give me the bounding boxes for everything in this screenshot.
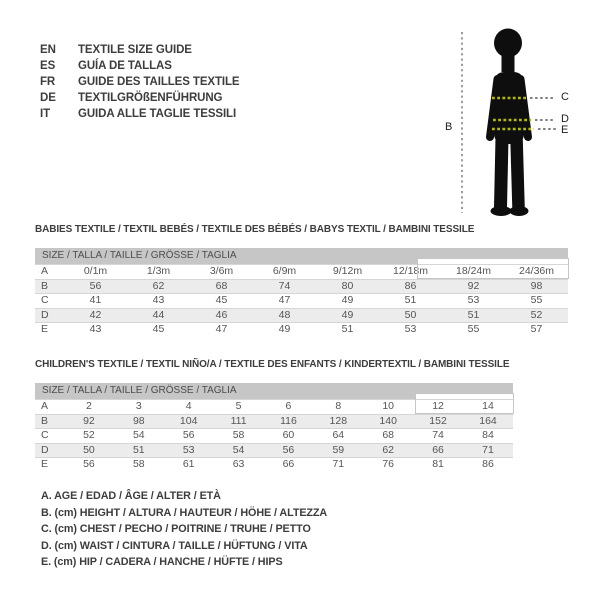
row-label: E [41,323,49,335]
legend-line: A. AGE / EDAD / ÂGE / ALTER / ETÀ [41,490,221,502]
size-cell: 92 [442,279,505,294]
measurement-legend [41,488,327,571]
silhouette-shape [490,29,529,217]
size-cell: 44 [127,308,190,323]
legend-line: E. (cm) HIP / CADERA / HANCHE / HÜFTE / HIPS [41,556,283,568]
size-cell: 68 [382,429,395,441]
language-code: DE [40,92,56,104]
babies-size-highlight-box [417,258,569,279]
size-cell: 52 [83,429,95,441]
size-cell: 140 [363,414,413,429]
size-cell: 58 [132,458,145,470]
size-cell: 51 [404,294,417,306]
size-cell: 58 [232,429,245,441]
size-cell: 57 [530,323,543,335]
table-row-C [35,294,568,309]
size-cell: 14 [482,400,494,412]
size-cell: 3/6m [209,265,234,277]
row-label: B [35,279,64,294]
size-cell: 71 [463,443,513,458]
size-cell: 56 [182,429,195,441]
size-cell: 104 [164,414,214,429]
language-row-en [40,42,240,58]
height-label: B [445,121,453,133]
chest-label: C [561,91,569,103]
language-title: TEXTILGRÖßENFÜHRUNG [78,92,223,104]
size-cell: 50 [64,443,114,458]
size-cell: 49 [278,323,291,335]
size-cell: 74 [432,429,444,441]
legend-line: D. (cm) WAIST / CINTURA / TAILLE / HÜFTUNG / VITA [41,539,308,552]
size-cell: 47 [278,294,291,306]
legend-line: B. (cm) HEIGHT / ALTURA / HAUTEUR / HÖHE / ALTEZZA [41,506,328,519]
hip-label: E [561,124,569,136]
size-cell: 8 [335,400,342,412]
size-cell: 62 [127,279,190,294]
waist-label: D [561,113,569,125]
size-cell: 4 [185,400,192,412]
size-table-header: SIZE / TALLA / TAILLE / GRÖSSE / TAGLIA [35,248,568,265]
measurement-figure [440,18,600,223]
row-label: A [41,400,49,412]
row-label: A [41,265,49,277]
table-row-E [35,458,513,472]
language-row-it [40,106,240,122]
size-cell: 53 [404,323,417,335]
size-cell: 51 [114,443,164,458]
size-cell: 10 [382,400,395,412]
table-row-B [35,279,568,294]
size-cell: 3 [135,400,142,412]
language-row-fr [40,74,240,90]
size-cell: 2 [86,400,92,412]
size-cell: 64 [332,429,345,441]
table-row-E [35,323,568,337]
language-code: ES [40,60,56,72]
size-cell: 56 [264,443,314,458]
size-cell: 53 [467,294,480,306]
legend-line: C. (cm) CHEST / PECHO / POITRINE / TRUHE / PETTO [41,523,311,535]
row-label: D [35,443,64,458]
size-cell: 42 [64,308,127,323]
row-label: C [41,429,49,441]
language-code: EN [40,44,56,56]
children-table-title: CHILDREN'S TEXTILE / TEXTIL NIÑO/A / TEXTILE DES ENFANTS / KINDERTEXTIL / BAMBINI TESSILE [35,359,510,370]
size-cell: 98 [114,414,164,429]
size-cell: 55 [530,294,543,306]
row-label: D [35,308,64,323]
language-row-es [40,58,240,74]
table-row-C [35,429,513,444]
language-title: GUÍA DE TALLAS [78,60,172,72]
size-cell: 128 [313,414,363,429]
size-cell: 53 [164,443,214,458]
size-cell: 6 [285,400,292,412]
size-cell: 43 [89,323,102,335]
size-cell: 61 [182,458,195,470]
size-cell: 66 [413,443,463,458]
size-cell: 6/9m [272,265,297,277]
size-cell: 49 [341,294,354,306]
size-cell: 81 [432,458,444,470]
size-cell: 43 [152,294,165,306]
language-title-list [40,42,240,122]
table-row-D [35,308,568,323]
size-cell: 63 [232,458,245,470]
child-silhouette [440,18,600,223]
language-title: GUIDE DES TAILLES TEXTILE [78,76,240,88]
size-cell: 111 [214,414,264,429]
size-table-header: SIZE / TALLA / TAILLE / GRÖSSE / TAGLIA [35,383,513,400]
size-cell: 59 [313,443,363,458]
size-cell: 47 [215,323,228,335]
row-label: E [41,458,49,470]
size-cell: 9/12m [332,265,363,277]
size-cell: 45 [152,323,165,335]
language-code: FR [40,76,56,88]
size-cell: 92 [64,414,114,429]
size-cell: 152 [413,414,463,429]
size-cell: 62 [363,443,413,458]
size-cell: 80 [316,279,379,294]
size-cell: 54 [132,429,145,441]
size-cell: 71 [332,458,345,470]
size-cell: 164 [463,414,513,429]
row-label: B [35,414,64,429]
language-row-de [40,90,240,106]
size-cell: 86 [379,279,442,294]
language-title: GUIDA ALLE TAGLIE TESSILI [78,108,237,120]
size-cell: 54 [214,443,264,458]
table-row-D [35,443,513,458]
size-cell: 49 [316,308,379,323]
size-cell: 55 [467,323,480,335]
size-cell: 50 [379,308,442,323]
size-cell: 68 [190,279,253,294]
size-cell: 41 [89,294,102,306]
size-cell: 60 [282,429,295,441]
table-row-B [35,414,513,429]
size-cell: 46 [190,308,253,323]
language-title: TEXTILE SIZE GUIDE [78,44,192,56]
size-cell: 98 [505,279,568,294]
size-cell: 5 [235,400,242,412]
language-code: IT [40,108,51,120]
size-cell: 12/18m [392,265,429,277]
size-cell: 12 [432,400,444,412]
size-cell: 0/1m [83,265,108,277]
size-cell: 51 [341,323,354,335]
babies-table-title: BABIES TEXTILE / TEXTIL BEBÉS / TEXTILE DES BÉBÉS / BABYS TEXTIL / BAMBINI TESSILE [35,224,475,235]
size-cell: 84 [482,429,494,441]
size-cell: 74 [253,279,316,294]
size-cell: 48 [253,308,316,323]
size-cell: 18/24m [455,265,492,277]
size-cell: 76 [382,458,395,470]
row-label: C [41,294,49,306]
size-cell: 86 [482,458,494,470]
size-cell: 56 [83,458,95,470]
size-cell: 24/36m [518,265,555,277]
size-cell: 56 [64,279,127,294]
size-cell: 116 [264,414,314,429]
children-size-highlight-box [415,393,514,414]
size-cell: 51 [442,308,505,323]
size-cell: 52 [505,308,568,323]
size-cell: 45 [215,294,228,306]
size-cell: 66 [282,458,295,470]
size-cell: 1/3m [146,265,171,277]
